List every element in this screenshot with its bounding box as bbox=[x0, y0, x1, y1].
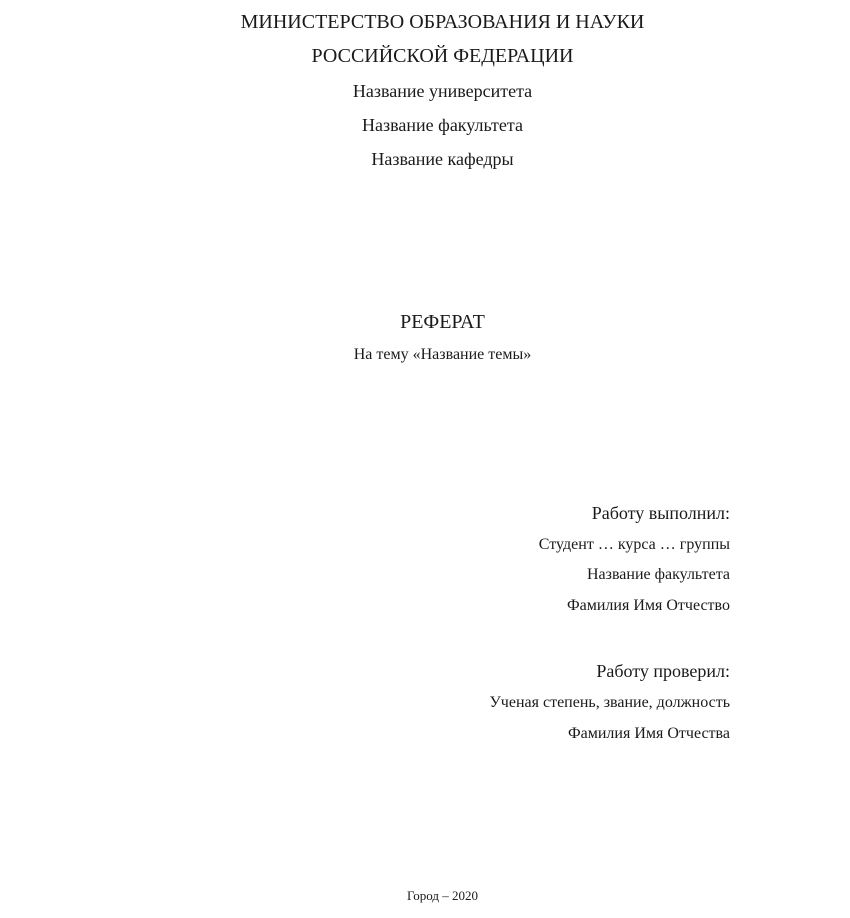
performed-by-student: Студент … курса … группы bbox=[538, 536, 730, 553]
footer-city-year: Город – 2020 bbox=[406, 888, 479, 903]
document-topic: На тему «Название темы» bbox=[353, 346, 532, 363]
checked-by-heading: Работу проверил: bbox=[596, 661, 730, 681]
performed-by-faculty: Название факультета bbox=[586, 566, 730, 583]
department-name: Название кафедры bbox=[371, 149, 514, 169]
document-type-title: РЕФЕРАТ bbox=[400, 311, 485, 333]
performed-by-name: Фамилия Имя Отчество bbox=[566, 597, 730, 614]
ministry-title-line-2: РОССИЙСКОЙ ФЕДЕРАЦИИ bbox=[311, 45, 574, 67]
performed-by-heading: Работу выполнил: bbox=[591, 503, 730, 523]
ministry-title-line-1: МИНИСТЕРСТВО ОБРАЗОВАНИЯ И НАУКИ bbox=[240, 11, 645, 33]
checked-by-degree: Ученая степень, звание, должность bbox=[489, 694, 730, 711]
faculty-name: Название факультета bbox=[362, 115, 523, 135]
university-name: Название университета bbox=[352, 81, 533, 101]
checked-by-name: Фамилия Имя Отчества bbox=[567, 725, 730, 742]
